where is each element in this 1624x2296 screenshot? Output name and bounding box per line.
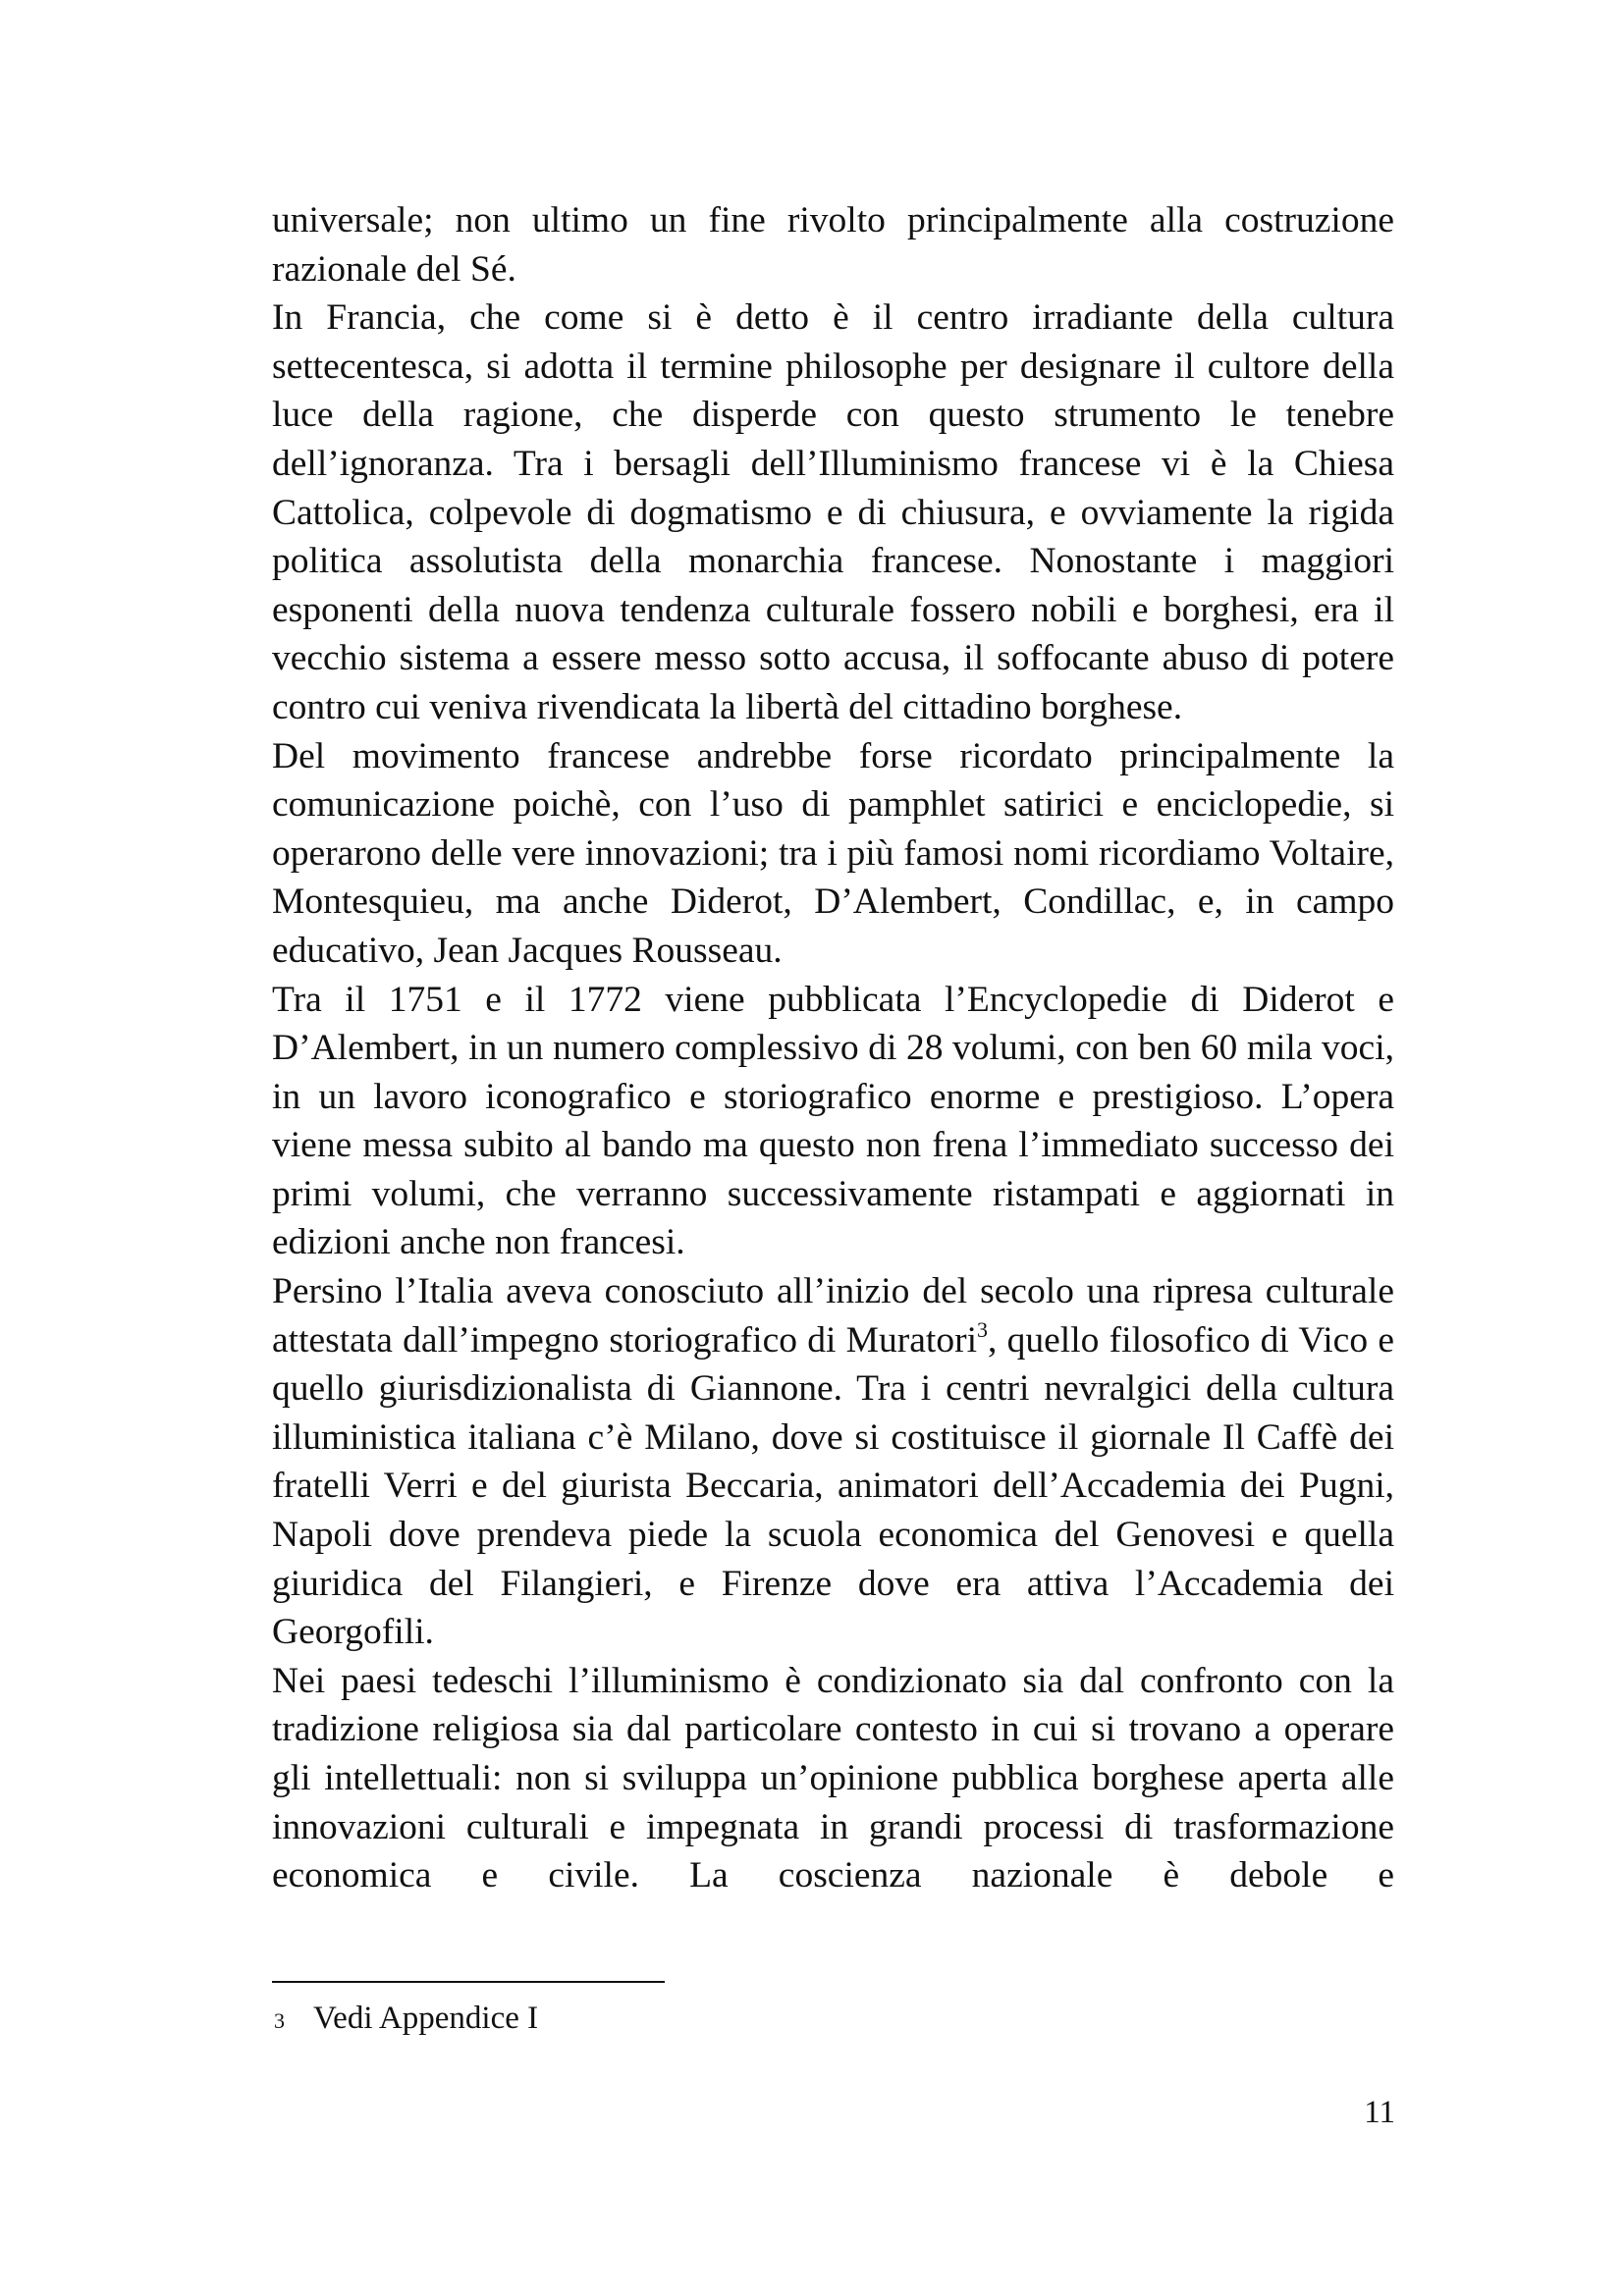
paragraph-text: Persino l’Italia aveva conosciuto all’inizio del secolo una ripresa culturale attestata dall’impegno storiografico di Muratori xyxy=(272,1271,1394,1361)
paragraph: Nei paesi tedeschi l’illuminismo è condizionato sia dal confronto con la tradizione religiosa sia dal particolare contesto in cui si trovano a operare gli intellettuali: non si sviluppa un’opinione pubblica borghese aperta alle innovazioni culturali e impegnata in grandi processi di trasformazione economica e civile. La coscienza nazionale è debole e xyxy=(272,1660,1394,1896)
page-number: 11 xyxy=(1364,2095,1395,2130)
paragraph: universale; non ultimo un fine rivolto principalmente alla costruzione razionale del Sé. xyxy=(272,200,1394,290)
footnote xyxy=(274,1999,538,2041)
body-text xyxy=(272,196,1394,1900)
paragraph: In Francia, che come si è detto è il centro irradiante della cultura settecentesca, si adotta il termine philosophe per designare il cultore della luce della ragione, che disperde con questo strumento le tenebre dell’ignoranza. Tra i bersagli dell’Illuminismo francese vi è la Chiesa Cattolica, colpevole di dogmatismo e di chiusura, e ovviamente la rigida politica assolutista della monarchia francese. Nonostante i maggiori esponenti della nuova tendenza culturale fossero nobili e borghesi, era il vecchio sistema a essere messo sotto accusa, il soffocante abuso di potere contro cui veniva rivendicata la libertà del cittadino borghese. xyxy=(272,297,1394,727)
footnote-text: Vedi Appendice I xyxy=(313,2001,539,2036)
paragraph-text: , quello filosofico di Vico e quello giurisdizionalista di Giannone. Tra i centri nevralgici della cultura illuministica italiana c’è Milano, dove si costituisce il giornale Il Caffè dei fratelli Verri e del giurista Beccaria, animatori dell’Accademia dei Pugni, Napoli dove prendeva piede la scuola economica del Genovesi e quella giuridica del Filangieri, e Firenze dove era attiva l’Accademia dei Georgofili. xyxy=(272,1319,1395,1653)
footnote-divider xyxy=(272,1981,665,1983)
paragraph xyxy=(272,1267,1394,1657)
paragraph: Tra il 1751 e il 1772 viene pubblicata l’Encyclopedie di Diderot e D’Alembert, in un numero complessivo di 28 volumi, con ben 60 mila voci, in un lavoro iconografico e storiografico enorme e prestigioso. L’opera viene messa subito al bando ma questo non frena l’immediato successo dei primi volumi, che verranno successivamente ristampati e aggiornati in edizioni anche non francesi. xyxy=(272,979,1394,1263)
paragraph: Del movimento francese andrebbe forse ricordato principalmente la comunicazione poichè, con l’uso di pamphlet satirici e enciclopedie, si operarono delle vere innovazioni; tra i più famosi nomi ricordiamo Voltaire, Montesquieu, ma anche Diderot, D’Alembert, Condillac, e, in campo educativo, Jean Jacques Rousseau. xyxy=(272,735,1394,971)
footnote-number: 3 xyxy=(274,2008,285,2033)
footnote-reference[interactable]: 3 xyxy=(977,1316,988,1342)
